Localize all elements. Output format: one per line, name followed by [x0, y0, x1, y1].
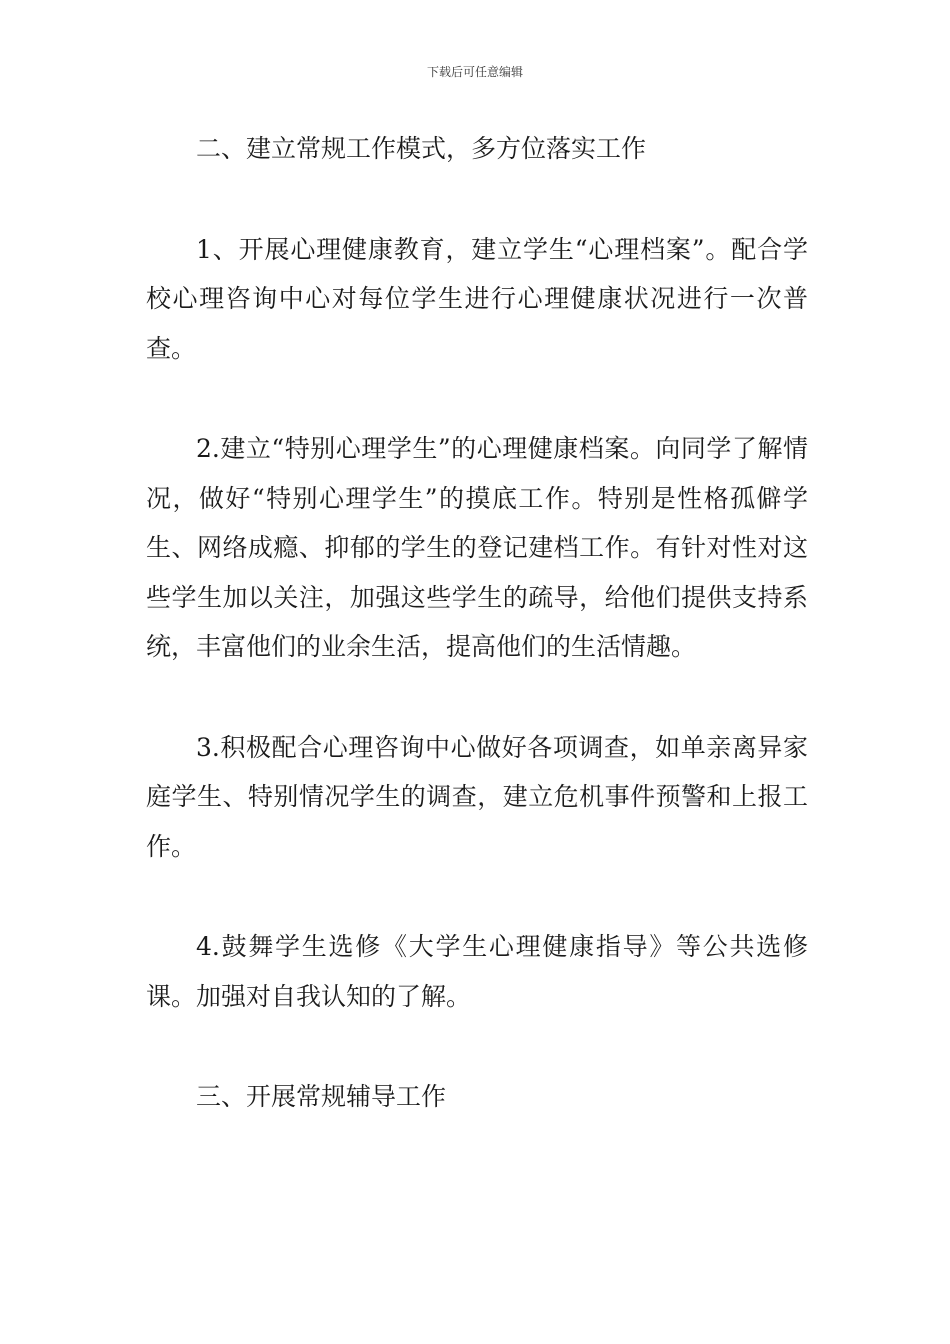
- list-item: 1、开展心理健康教育，建立学生“心理档案”。配合学校心理咨询中心对每位学生进行心理健康状况进行一次普查。: [146, 234, 808, 363]
- list-item: 2.建立“特别心理学生”的心理健康档案。向同学了解情况，做好“特别心理学生”的摸底工作。特别是性格孤僻学生、网络成瘾、抑郁的学生的登记建档工作。有针对性对这些学生加以关注，加强这些学生的疏导，给他们提供支持系统，丰富他们的业余生活，提高他们的生活情趣。: [146, 434, 808, 661]
- section-heading: 三、开展常规辅导工作: [196, 1082, 447, 1111]
- list-item: 4.鼓舞学生选修《大学生心理健康指导》等公共选修课。加强对自我认知的了解。: [146, 932, 808, 1011]
- section-heading: 二、建立常规工作模式，多方位落实工作: [196, 134, 647, 163]
- page-header-note: 下载后可任意编辑: [426, 65, 523, 79]
- list-item: 3.积极配合心理咨询中心做好各项调查，如单亲离异家庭学生、特别情况学生的调查，建立危机事件预警和上报工作。: [146, 732, 808, 861]
- document-body: [146, 124, 808, 1173]
